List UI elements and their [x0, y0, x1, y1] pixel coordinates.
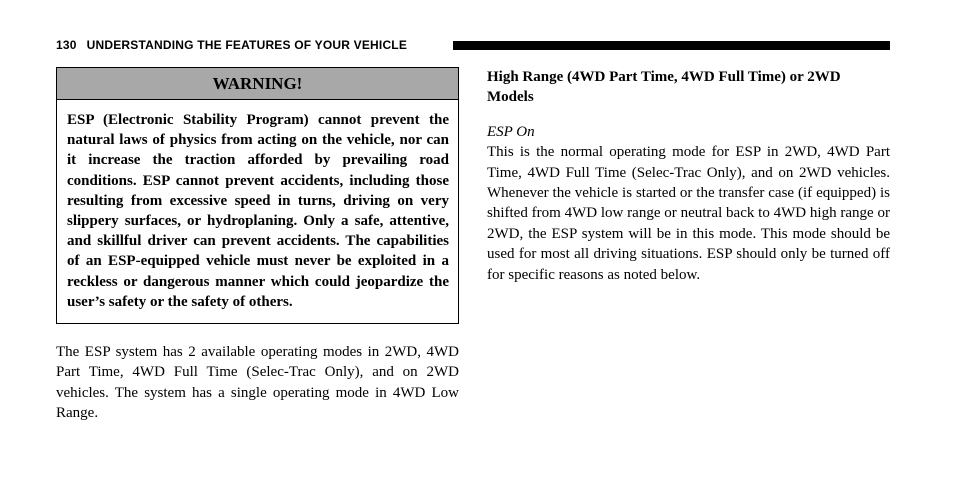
chapter-title: UNDERSTANDING THE FEATURES OF YOUR VEHICLE [86, 38, 408, 52]
header-rule [453, 41, 890, 50]
page-number: 130 [56, 38, 77, 52]
page-header [56, 37, 890, 55]
warning-title: WARNING! [57, 68, 458, 100]
warning-box [56, 67, 459, 324]
esp-on-subheading: ESP On [487, 123, 535, 140]
warning-text: ESP (Electronic Stability Program) cannot prevent the natural laws of physics from acting on the vehicle, nor can it increase the traction afforded by prevailing road conditions. ESP cannot prevent accidents, including those resulting from excessive speed in turns, driving on very slippery surfaces, or hydroplaning. Only a safe, attentive, and skillful driver can prevent accidents. The capabilities of an ESP-equipped vehicle must never be exploited in a reckless or dangerous manner which could jeopardize the user’s safety or the safety of others. [67, 112, 449, 310]
esp-on-paragraph: This is the normal operating mode for ESP in 2WD, 4WD Part Time, 4WD Full Time (Selec-Trac Only), and on 2WD vehicles. Whenever the vehicle is started or the transfer case (if equipped) is shifted from 4WD low range or neutral back to 4WD high range or 2WD, the ESP system will be in this mode. This mode should be used for most all driving situations. ESP should only be turned off for specific reasons as noted below. [487, 144, 890, 283]
left-column [56, 67, 459, 439]
right-column [487, 67, 890, 285]
header-text [56, 38, 407, 52]
section-heading: High Range (4WD Part Time, 4WD Full Time) or 2WD Models [487, 69, 841, 106]
modes-paragraph: The ESP system has 2 available operating modes in 2WD, 4WD Part Time, 4WD Full Time (Selec-Trac Only), and on 2WD vehicles. The system has a single operating mode in 4WD Low Range. [56, 344, 459, 422]
